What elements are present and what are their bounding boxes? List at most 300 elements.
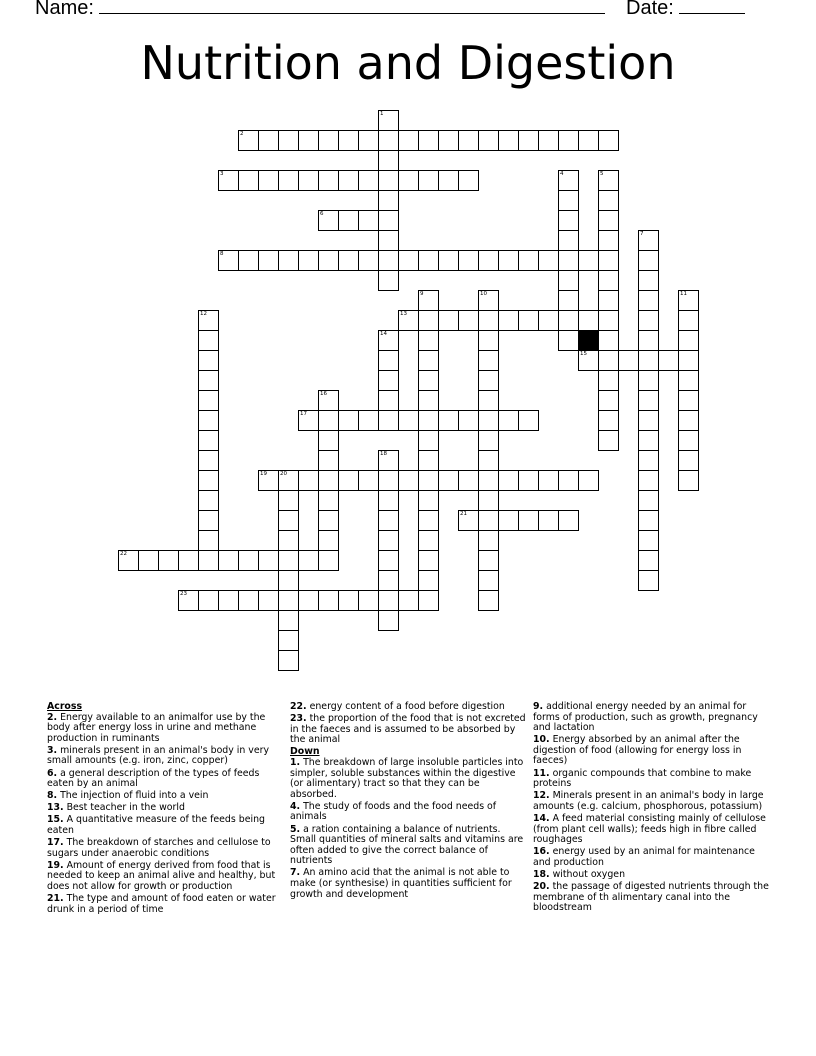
grid-cell[interactable]: [438, 410, 459, 431]
down-heading: Down: [290, 746, 320, 758]
grid-cell[interactable]: [638, 550, 659, 571]
clue-across-2: [47, 713, 283, 745]
clue-text: A quantitative measure of the feeds being eaten: [47, 814, 265, 837]
cell-number: 20: [280, 471, 287, 477]
clues-column-2: [290, 702, 526, 902]
grid-cell[interactable]: [378, 470, 399, 491]
grid-cell[interactable]: [338, 470, 359, 491]
grid-cell[interactable]: [418, 410, 439, 431]
grid-cell[interactable]: [198, 330, 219, 351]
grid-cell[interactable]: [538, 310, 559, 331]
cell-number: 2: [240, 131, 244, 137]
grid-cell[interactable]: [478, 490, 499, 511]
grid-cell[interactable]: [378, 150, 399, 171]
grid-cell[interactable]: [518, 410, 539, 431]
grid-cell[interactable]: [378, 490, 399, 511]
grid-cell[interactable]: [638, 330, 659, 351]
grid-cell[interactable]: [598, 130, 619, 151]
grid-cell[interactable]: [378, 110, 399, 131]
clue-number: 18.: [533, 868, 550, 880]
grid-cell[interactable]: [198, 590, 219, 611]
grid-cell[interactable]: [678, 410, 699, 431]
grid-cell[interactable]: [318, 550, 339, 571]
cell-number: 7: [640, 231, 644, 237]
grid-cell[interactable]: [318, 170, 339, 191]
grid-cell[interactable]: [498, 510, 519, 531]
grid-cell[interactable]: [458, 250, 479, 271]
grid-cell[interactable]: [518, 470, 539, 491]
grid-cell[interactable]: [278, 490, 299, 511]
grid-cell[interactable]: [418, 390, 439, 411]
grid-cell[interactable]: [578, 250, 599, 271]
grid-cell[interactable]: [478, 310, 499, 331]
grid-cell[interactable]: [638, 470, 659, 491]
grid-cell[interactable]: [478, 290, 499, 311]
clue-number: 6.: [47, 767, 58, 779]
clue-across-15: [47, 815, 283, 836]
grid-cell[interactable]: [598, 310, 619, 331]
grid-cell[interactable]: [218, 170, 239, 191]
grid-cell[interactable]: [638, 490, 659, 511]
grid-cell[interactable]: [398, 410, 419, 431]
grid-cell[interactable]: [558, 290, 579, 311]
grid-cell[interactable]: [638, 410, 659, 431]
grid-cell[interactable]: [418, 590, 439, 611]
grid-cell[interactable]: [278, 650, 299, 671]
clue-number: 23.: [290, 713, 307, 725]
grid-cell[interactable]: [458, 510, 479, 531]
grid-cell[interactable]: [638, 530, 659, 551]
grid-cell[interactable]: [258, 250, 279, 271]
clue-text: Best teacher in the world: [66, 802, 185, 814]
clue-number: 14.: [533, 812, 550, 824]
clue-number: 21.: [47, 893, 64, 905]
grid-cell[interactable]: [378, 330, 399, 351]
grid-cell[interactable]: [198, 450, 219, 471]
grid-cell[interactable]: [558, 470, 579, 491]
grid-cell[interactable]: [578, 310, 599, 331]
grid-cell[interactable]: [478, 350, 499, 371]
clue-text: the passage of digested nutrients through the membrane of th alimentary canal into the bloodstream: [533, 881, 769, 914]
grid-cell[interactable]: [378, 270, 399, 291]
grid-cell[interactable]: [418, 290, 439, 311]
grid-cell[interactable]: [238, 170, 259, 191]
grid-cell[interactable]: [598, 350, 619, 371]
grid-cell[interactable]: [638, 430, 659, 451]
grid-cell[interactable]: [198, 410, 219, 431]
grid-cell[interactable]: [318, 130, 339, 151]
grid-cell[interactable]: [638, 310, 659, 331]
grid-cell[interactable]: [378, 510, 399, 531]
grid-cell[interactable]: [418, 450, 439, 471]
grid-cell[interactable]: [298, 470, 319, 491]
grid-cell[interactable]: [538, 470, 559, 491]
grid-cell[interactable]: [638, 350, 659, 371]
grid-cell[interactable]: [418, 490, 439, 511]
grid-cell[interactable]: [258, 130, 279, 151]
grid-cell[interactable]: [418, 130, 439, 151]
grid-cell[interactable]: [298, 130, 319, 151]
date-field[interactable]: [626, 0, 745, 20]
grid-cell[interactable]: [378, 590, 399, 611]
grid-cell[interactable]: [418, 370, 439, 391]
grid-cell[interactable]: [258, 170, 279, 191]
cell-number: 18: [380, 451, 387, 457]
grid-cell[interactable]: [478, 130, 499, 151]
grid-cell[interactable]: [458, 130, 479, 151]
clue-down-18: [533, 870, 769, 881]
grid-cell[interactable]: [558, 210, 579, 231]
grid-cell[interactable]: [178, 550, 199, 571]
grid-cell[interactable]: [238, 250, 259, 271]
grid-cell[interactable]: [678, 470, 699, 491]
clue-number: 16.: [533, 846, 550, 858]
grid-cell[interactable]: [198, 370, 219, 391]
grid-cell[interactable]: [558, 130, 579, 151]
grid-cell[interactable]: [358, 410, 379, 431]
grid-cell[interactable]: [638, 230, 659, 251]
grid-cell[interactable]: [598, 390, 619, 411]
grid-cell[interactable]: [658, 350, 679, 371]
grid-cell[interactable]: [418, 170, 439, 191]
grid-cell[interactable]: [358, 250, 379, 271]
grid-cell[interactable]: [558, 510, 579, 531]
grid-cell[interactable]: [318, 250, 339, 271]
grid-cell[interactable]: [558, 330, 579, 351]
grid-cell[interactable]: [678, 390, 699, 411]
grid-cell[interactable]: [238, 130, 259, 151]
grid-cell[interactable]: [458, 470, 479, 491]
clue-down-5: [290, 825, 526, 867]
grid-cell[interactable]: [438, 470, 459, 491]
grid-cell[interactable]: [358, 130, 379, 151]
grid-cell[interactable]: [458, 410, 479, 431]
grid-cell[interactable]: [598, 210, 619, 231]
grid-cell[interactable]: [518, 310, 539, 331]
grid-cell[interactable]: [358, 470, 379, 491]
name-label: Name:: [35, 0, 94, 19]
grid-cell[interactable]: [318, 390, 339, 411]
grid-cell[interactable]: [478, 330, 499, 351]
grid-cell[interactable]: [558, 170, 579, 191]
grid-cell[interactable]: [198, 530, 219, 551]
grid-cell[interactable]: [298, 410, 319, 431]
grid-cell[interactable]: [638, 390, 659, 411]
clue-text: Minerals present in an animal's body in large amounts (e.g. calcium, phosphorous, potassium): [533, 790, 764, 812]
grid-cell[interactable]: [278, 170, 299, 191]
grid-cell[interactable]: [638, 570, 659, 591]
cell-number: 21: [460, 511, 467, 517]
grid-cell[interactable]: [278, 470, 299, 491]
grid-cell[interactable]: [378, 390, 399, 411]
grid-cell[interactable]: [278, 130, 299, 151]
cell-number: 6: [320, 211, 324, 217]
grid-cell[interactable]: [318, 210, 339, 231]
grid-cell[interactable]: [398, 170, 419, 191]
grid-cell[interactable]: [478, 410, 499, 431]
grid-cell[interactable]: [618, 350, 639, 371]
grid-cell[interactable]: [518, 510, 539, 531]
grid-cell[interactable]: [438, 250, 459, 271]
grid-cell[interactable]: [558, 230, 579, 251]
grid-cell[interactable]: [418, 310, 439, 331]
grid-cell[interactable]: [258, 590, 279, 611]
grid-cell[interactable]: [638, 510, 659, 531]
grid-cell[interactable]: [198, 310, 219, 331]
grid-cell[interactable]: [478, 450, 499, 471]
grid-cell[interactable]: [638, 370, 659, 391]
date-label: Date:: [626, 0, 674, 19]
clue-across-6: [47, 769, 283, 790]
grid-cell[interactable]: [418, 470, 439, 491]
clue-text: Energy absorbed by an animal after the digestion of food (allowing for energy loss in faeces): [533, 734, 742, 767]
cell-number: 16: [320, 391, 327, 397]
clue-text: a ration containing a balance of nutrients. Small quantities of mineral salts and vitamins are often added to give the correct balance of nutrients: [290, 823, 524, 867]
grid-cell[interactable]: [678, 290, 699, 311]
grid-cell[interactable]: [118, 550, 139, 571]
grid-cell[interactable]: [398, 310, 419, 331]
grid-cell[interactable]: [418, 430, 439, 451]
grid-cell[interactable]: [278, 530, 299, 551]
grid-cell[interactable]: [558, 250, 579, 271]
grid-cell[interactable]: [598, 190, 619, 211]
grid-cell[interactable]: [498, 130, 519, 151]
grid-cell[interactable]: [478, 510, 499, 531]
grid-cell[interactable]: [598, 410, 619, 431]
clue-text: organic compounds that combine to make proteins: [533, 767, 752, 790]
grid-cell[interactable]: [158, 550, 179, 571]
grid-cell[interactable]: [358, 170, 379, 191]
grid-cell[interactable]: [318, 470, 339, 491]
grid-cell[interactable]: [598, 370, 619, 391]
grid-cell[interactable]: [498, 310, 519, 331]
grid-cell[interactable]: [398, 590, 419, 611]
cell-number: 3: [220, 171, 224, 177]
grid-cell[interactable]: [538, 510, 559, 531]
grid-cell[interactable]: [558, 310, 579, 331]
clues-column-3: [533, 702, 769, 915]
grid-cell[interactable]: [318, 410, 339, 431]
clue-number: 10.: [533, 734, 550, 746]
grid-cell[interactable]: [278, 250, 299, 271]
grid-cell[interactable]: [378, 190, 399, 211]
grid-cell[interactable]: [478, 370, 499, 391]
grid-cell[interactable]: [278, 570, 299, 591]
grid-cell[interactable]: [318, 510, 339, 531]
clue-number: 7.: [290, 867, 301, 879]
grid-cell[interactable]: [298, 250, 319, 271]
clue-number: 5.: [290, 823, 301, 835]
grid-cell[interactable]: [678, 310, 699, 331]
date-line[interactable]: [679, 0, 745, 14]
grid-cell[interactable]: [378, 210, 399, 231]
grid-cell[interactable]: [418, 350, 439, 371]
clue-text: Amount of energy derived from food that is needed to keep an animal alive and healthy, but does not allow for growth or production: [47, 859, 276, 892]
grid-cell[interactable]: [338, 170, 359, 191]
grid-cell[interactable]: [138, 550, 159, 571]
grid-cell[interactable]: [578, 130, 599, 151]
grid-cell[interactable]: [278, 610, 299, 631]
cell-number: 17: [300, 411, 307, 417]
grid-cell[interactable]: [378, 450, 399, 471]
grid-cell[interactable]: [338, 130, 359, 151]
grid-cell[interactable]: [218, 590, 239, 611]
grid-cell[interactable]: [598, 230, 619, 251]
clue-down-9: [533, 702, 769, 734]
grid-cell[interactable]: [678, 330, 699, 351]
grid-cell[interactable]: [258, 470, 279, 491]
clue-number: 2.: [47, 711, 58, 723]
grid-cell[interactable]: [378, 230, 399, 251]
grid-cell[interactable]: [338, 410, 359, 431]
grid-cell[interactable]: [298, 550, 319, 571]
cell-number: 12: [200, 311, 207, 317]
grid-cell[interactable]: [418, 250, 439, 271]
grid-cell[interactable]: [338, 210, 359, 231]
grid-cell[interactable]: [358, 590, 379, 611]
grid-cell[interactable]: [278, 550, 299, 571]
grid-cell[interactable]: [198, 470, 219, 491]
grid-cell[interactable]: [598, 330, 619, 351]
grid-cell[interactable]: [198, 510, 219, 531]
clue-down-1: [290, 758, 526, 800]
clue-text: The breakdown of large insoluble particles into simpler, soluble substances within the digestive (or alimentary) tract so that they can be absorbed.: [290, 756, 524, 800]
grid-cell[interactable]: [278, 590, 299, 611]
grid-cell[interactable]: [678, 370, 699, 391]
grid-cell[interactable]: [558, 270, 579, 291]
grid-cell[interactable]: [378, 410, 399, 431]
grid-cell[interactable]: [318, 530, 339, 551]
grid-cell[interactable]: [638, 250, 659, 271]
grid-cell[interactable]: [338, 250, 359, 271]
grid-cell[interactable]: [198, 430, 219, 451]
grid-cell[interactable]: [598, 290, 619, 311]
grid-cell[interactable]: [298, 590, 319, 611]
grid-cell[interactable]: [638, 450, 659, 471]
name-line[interactable]: [99, 0, 605, 14]
clue-down-7: [290, 868, 526, 900]
grid-cell[interactable]: [418, 530, 439, 551]
grid-cell[interactable]: [358, 210, 379, 231]
grid-cell[interactable]: [218, 550, 239, 571]
grid-cell[interactable]: [478, 250, 499, 271]
grid-cell[interactable]: [598, 250, 619, 271]
clue-number: 4.: [290, 800, 301, 812]
clue-text: The type and amount of food eaten or water drunk in a period of time: [47, 893, 276, 915]
grid-cell[interactable]: [678, 430, 699, 451]
grid-cell[interactable]: [478, 570, 499, 591]
grid-cell[interactable]: [318, 490, 339, 511]
grid-cell[interactable]: [238, 590, 259, 611]
clue-text: additional energy needed by an animal for forms of production, such as growth, pregnancy and lactation: [533, 701, 758, 734]
cell-number: 22: [120, 551, 127, 557]
clue-number: 22.: [290, 701, 307, 712]
grid-cell[interactable]: [198, 390, 219, 411]
grid-cell[interactable]: [558, 190, 579, 211]
grid-cell[interactable]: [378, 250, 399, 271]
clue-across-8: [47, 791, 283, 802]
grid-cell[interactable]: [398, 130, 419, 151]
grid-cell[interactable]: [338, 590, 359, 611]
clue-down-12: [533, 791, 769, 812]
grid-cell[interactable]: [638, 270, 659, 291]
grid-cell[interactable]: [478, 530, 499, 551]
grid-cell[interactable]: [318, 430, 339, 451]
grid-cell[interactable]: [238, 550, 259, 571]
clue-number: 17.: [47, 837, 64, 849]
grid-cell[interactable]: [418, 510, 439, 531]
clue-text: The breakdown of starches and cellulose to sugars under anaerobic conditions: [47, 837, 271, 859]
grid-cell[interactable]: [378, 570, 399, 591]
grid-cell[interactable]: [438, 130, 459, 151]
grid-cell[interactable]: [198, 350, 219, 371]
grid-cell[interactable]: [378, 610, 399, 631]
grid-cell[interactable]: [378, 130, 399, 151]
grid-cell[interactable]: [458, 170, 479, 191]
grid-cell[interactable]: [578, 350, 599, 371]
grid-cell[interactable]: [298, 170, 319, 191]
grid-cell[interactable]: [378, 170, 399, 191]
grid-cell[interactable]: [538, 250, 559, 271]
grid-cell[interactable]: [678, 350, 699, 371]
grid-cell[interactable]: [198, 550, 219, 571]
grid-cell[interactable]: [438, 170, 459, 191]
grid-cell[interactable]: [478, 390, 499, 411]
clue-down-10: [533, 735, 769, 767]
grid-cell[interactable]: [378, 550, 399, 571]
grid-cell[interactable]: [418, 570, 439, 591]
grid-cell[interactable]: [278, 510, 299, 531]
grid-cell[interactable]: [418, 550, 439, 571]
grid-cell[interactable]: [478, 430, 499, 451]
grid-cell[interactable]: [378, 350, 399, 371]
grid-cell[interactable]: [598, 170, 619, 191]
grid-cell[interactable]: [398, 250, 419, 271]
grid-cell[interactable]: [478, 550, 499, 571]
clue-text: a general description of the types of feeds eaten by an animal: [47, 767, 260, 790]
grid-cell[interactable]: [318, 590, 339, 611]
grid-cell[interactable]: [578, 470, 599, 491]
grid-cell[interactable]: [258, 550, 279, 571]
grid-cell[interactable]: [458, 310, 479, 331]
grid-cell[interactable]: [198, 490, 219, 511]
grid-cell[interactable]: [678, 450, 699, 471]
grid-cell[interactable]: [178, 590, 199, 611]
grid-cell[interactable]: [218, 250, 239, 271]
grid-cell[interactable]: [278, 630, 299, 651]
grid-cell[interactable]: [498, 410, 519, 431]
grid-cell[interactable]: [478, 590, 499, 611]
grid-cell[interactable]: [498, 250, 519, 271]
grid-cell[interactable]: [498, 470, 519, 491]
grid-cell[interactable]: [318, 450, 339, 471]
grid-cell[interactable]: [438, 310, 459, 331]
grid-cell[interactable]: [478, 470, 499, 491]
grid-cell[interactable]: [398, 470, 419, 491]
grid-cell[interactable]: [518, 250, 539, 271]
clue-text: The injection of fluid into a vein: [60, 790, 209, 802]
grid-cell[interactable]: [598, 270, 619, 291]
grid-cell[interactable]: [378, 370, 399, 391]
across-heading: Across: [47, 701, 83, 712]
grid-cell[interactable]: [598, 430, 619, 451]
grid-cell[interactable]: [518, 130, 539, 151]
grid-cell[interactable]: [418, 330, 439, 351]
grid-cell[interactable]: [378, 530, 399, 551]
grid-cell[interactable]: [538, 130, 559, 151]
grid-cell[interactable]: [638, 290, 659, 311]
name-field[interactable]: [35, 0, 605, 20]
